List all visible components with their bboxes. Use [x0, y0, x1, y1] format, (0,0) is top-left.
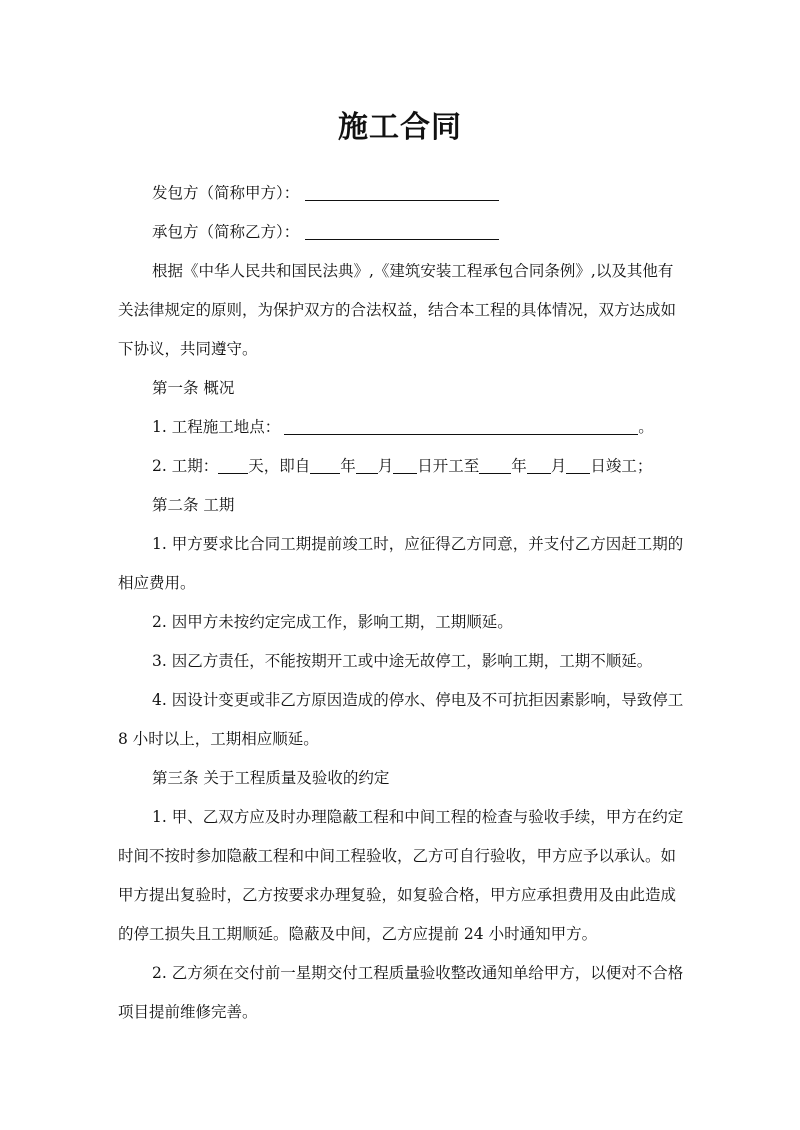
party-a-line [118, 174, 684, 213]
end-month-blank[interactable] [527, 458, 551, 475]
end-year-blank[interactable] [479, 458, 511, 475]
duration-label: 2. 工期： [152, 457, 219, 475]
article-3-item-2 [118, 954, 684, 1032]
duration-text-5: 年 [511, 457, 527, 475]
article-3-heading-line [118, 759, 684, 798]
article-3-item-1-text: 1. 甲、乙双方应及时办理隐蔽工程和中间工程的检查与验收手续，甲方在约定时间不按时参加隐蔽工程和中间工程验收，乙方可自行验收，甲方应予以承认。如甲方提出复验时，乙方按要求办理复验，如复验合格，甲方应承担费用及由此造成的停工损失且工期顺延。隐蔽及中间，乙方应提前 24 小时通知甲方。 [118, 808, 684, 943]
party-b-line [118, 213, 684, 252]
document-title: 施工合同 [338, 110, 462, 145]
article-2-item-3 [118, 642, 684, 681]
start-year-blank[interactable] [310, 458, 340, 475]
article-2-heading: 第二条 工期 [152, 496, 235, 514]
article-3-heading: 第三条 关于工程质量及验收的约定 [152, 769, 390, 787]
party-a-blank[interactable] [305, 185, 499, 202]
party-b-blank[interactable] [305, 224, 499, 241]
duration-text-3: 月 [377, 457, 394, 475]
preamble-text: 根据《中华人民共和国民法典》,《建筑安装工程承包合同条例》,以及其他有关法律规定的原则，为保护双方的合法权益，结合本工程的具体情况，双方达成如下协议，共同遵守。 [118, 262, 677, 358]
article-1-heading: 第一条 概况 [152, 379, 235, 397]
site-end: 。 [638, 418, 654, 436]
start-month-blank[interactable] [356, 458, 378, 475]
article-2-item-4 [118, 681, 684, 759]
duration-text-7: 日竣工； [590, 457, 653, 475]
article-3-item-1 [118, 798, 684, 954]
duration-text-6: 月 [550, 457, 567, 475]
days-blank[interactable] [218, 458, 248, 475]
article-2-heading-line [118, 486, 684, 525]
site-label: 1. 工程施工地点： [152, 418, 281, 436]
article-1-heading-line [118, 369, 684, 408]
article-3-item-2-text: 2. 乙方须在交付前一星期交付工程质量验收整改通知单给甲方，以便对不合格项目提前维修完善。 [118, 964, 684, 1021]
site-blank[interactable] [284, 419, 638, 436]
end-day-blank[interactable] [566, 458, 590, 475]
article-2-item-1 [118, 525, 684, 603]
article-2-item-3-text: 3. 因乙方责任，不能按期开工或中途无故停工，影响工期，工期不顺延。 [152, 652, 653, 670]
article-1-item-1 [118, 408, 684, 447]
duration-text-1: 天，即自 [248, 457, 311, 475]
article-2-item-1-text: 1. 甲方要求比合同工期提前竣工时，应征得乙方同意，并支付乙方因赶工期的相应费用。 [118, 535, 684, 592]
article-1-item-2 [118, 447, 684, 486]
article-2-item-2-text: 2. 因甲方未按约定完成工作，影响工期，工期顺延。 [152, 613, 513, 631]
start-day-blank[interactable] [393, 458, 417, 475]
article-2-item-2 [118, 603, 684, 642]
preamble-paragraph [118, 252, 684, 369]
article-2-item-4-text: 4. 因设计变更或非乙方原因造成的停水、停电及不可抗拒因素影响，导致停工 8 小时以上，工期相应顺延。 [118, 691, 684, 748]
party-a-label: 发包方（简称甲方）： [152, 184, 300, 202]
party-b-label: 承包方（简称乙方）： [152, 223, 300, 241]
duration-text-2: 年 [340, 457, 356, 475]
duration-text-4: 日开工至 [417, 457, 480, 475]
